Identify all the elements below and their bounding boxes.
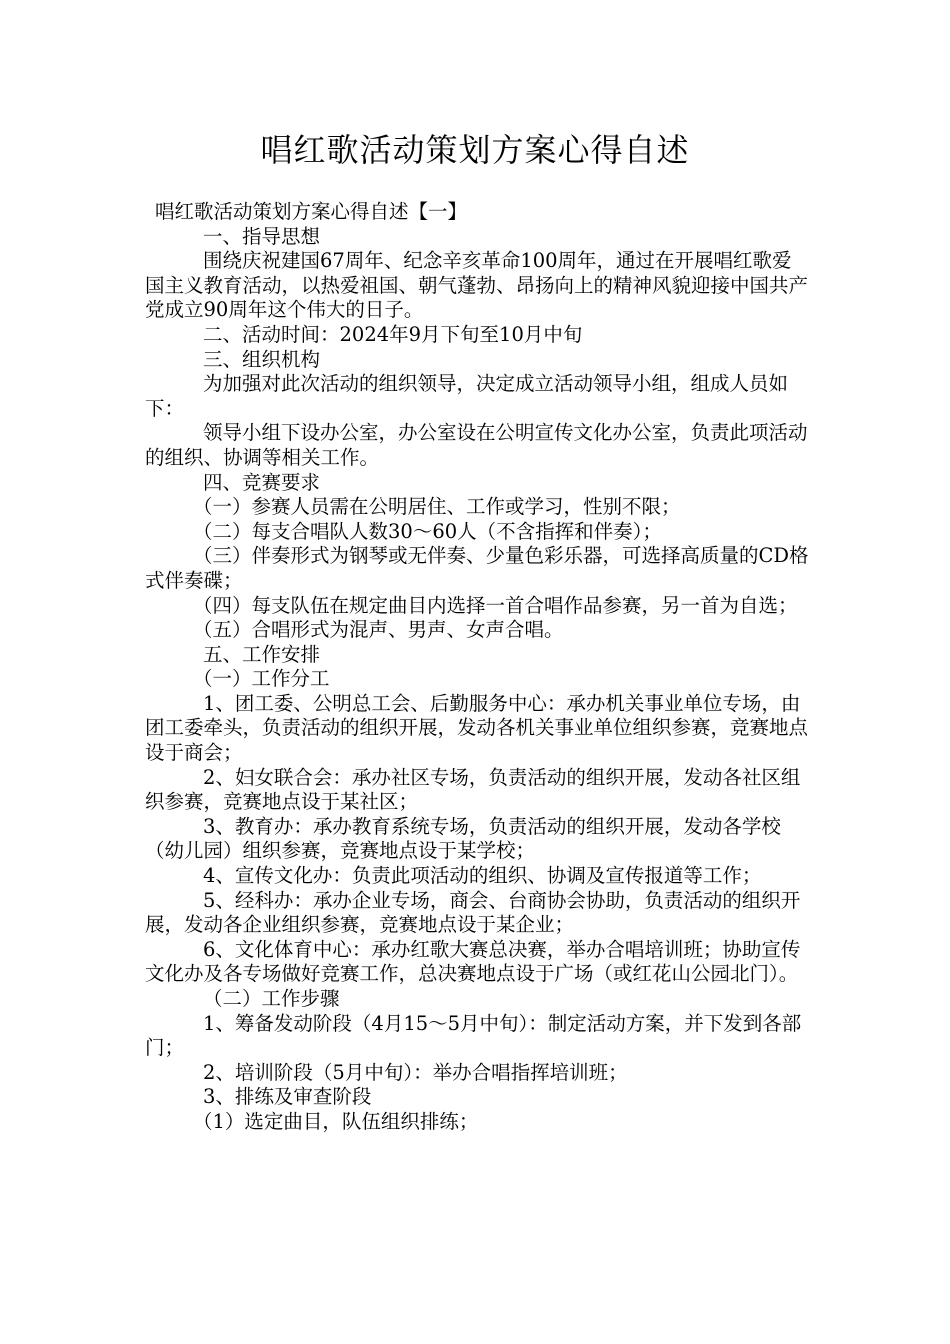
step-item: 2、培训阶段（5月中旬）：举办合唱指挥培训班； bbox=[203, 1060, 628, 1084]
paragraph-guiding-ideology: 围绕庆祝建国67周年、纪念辛亥革命100周年，通过在开展唱红歌爱国主义教育活动，以热爱祖国、朝气蓬勃、昂扬向上的精神风貌迎接中国共产党成立90周年这个伟大的日子。 bbox=[145, 249, 809, 322]
heading-activity-time: 二、活动时间：2024年9月下旬至10月中旬 bbox=[203, 322, 583, 346]
heading-organization: 三、组织机构 bbox=[203, 347, 321, 371]
requirement-item: （四）每支队伍在规定曲目内选择一首合唱作品参赛，另一首为自选； bbox=[193, 593, 798, 617]
heading-work-arrangement: 五、工作安排 bbox=[203, 642, 321, 666]
division-item: 1、团工委、公明总工会、后勤服务中心：承办机关事业单位专场，由团工委牵头，负责活动的组织开展，发动各机关事业单位组织参赛，竞赛地点设于商会； bbox=[145, 691, 809, 765]
requirement-item: （五）合唱形式为混声、男声、女声合唱。 bbox=[193, 618, 564, 642]
division-item: 2、妇女联合会：承办社区专场，负责活动的组织开展，发动各社区组织参赛，竞赛地点设于某社区； bbox=[145, 765, 801, 814]
heading-guiding-ideology: 一、指导思想 bbox=[203, 224, 321, 248]
requirement-item: （二）每支合唱队人数30～60人（不含指挥和伴奏）； bbox=[193, 519, 662, 543]
division-item: 3、教育办：承办教育系统专场，负责活动的组织开展，发动各学校（幼儿园）组织参赛，竞赛地点设于某学校； bbox=[145, 814, 781, 863]
division-item: 4、宣传文化办：负责此项活动的组织、协调及宣传报道等工作； bbox=[203, 864, 762, 888]
step-item: （1）选定曲目，队伍组织排练； bbox=[193, 1109, 479, 1133]
step-item: 1、筹备发动阶段（4月15～5月中旬）：制定活动方案，并下发到各部门； bbox=[145, 1011, 802, 1060]
step-item: 3、排练及审查阶段 bbox=[203, 1085, 372, 1109]
division-item: 5、经科办：承办企业专场，商会、台商协会协助，负责活动的组织开展，发动各企业组织参赛，竞赛地点设于某企业； bbox=[145, 888, 801, 937]
document-body bbox=[145, 200, 810, 1135]
heading-work-steps: （二）工作步骤 bbox=[203, 987, 340, 1010]
paragraph-organization: 为加强对此次活动的组织领导，决定成立活动领导小组，组成人员如下： bbox=[145, 372, 789, 420]
heading-division-of-work: （一）工作分工 bbox=[193, 667, 330, 691]
document-title: 唱红歌活动策划方案心得自述 bbox=[260, 131, 690, 169]
requirement-item: （三）伴奏形式为钢琴或无伴奏、少量色彩乐器，可选择高质量的CD格式伴奏碟； bbox=[145, 544, 809, 592]
division-item: 6、文化体育中心：承办红歌大赛总决赛，举办合唱培训班；协助宣传文化办及各专场做好竞赛工作，总决赛地点设于广场（或红花山公园北门）。 bbox=[145, 937, 801, 986]
requirement-item: （一）参赛人员需在公明居住、工作或学习，性别不限； bbox=[193, 495, 681, 519]
paragraph-office: 领导小组下设办公室，办公室设在公明宣传文化办公室，负责此项活动的组织、协调等相关工作。 bbox=[145, 421, 808, 469]
heading-competition-requirements: 四、竞赛要求 bbox=[203, 470, 321, 494]
section-heading: 唱红歌活动策划方案心得自述【一】 bbox=[155, 200, 468, 223]
